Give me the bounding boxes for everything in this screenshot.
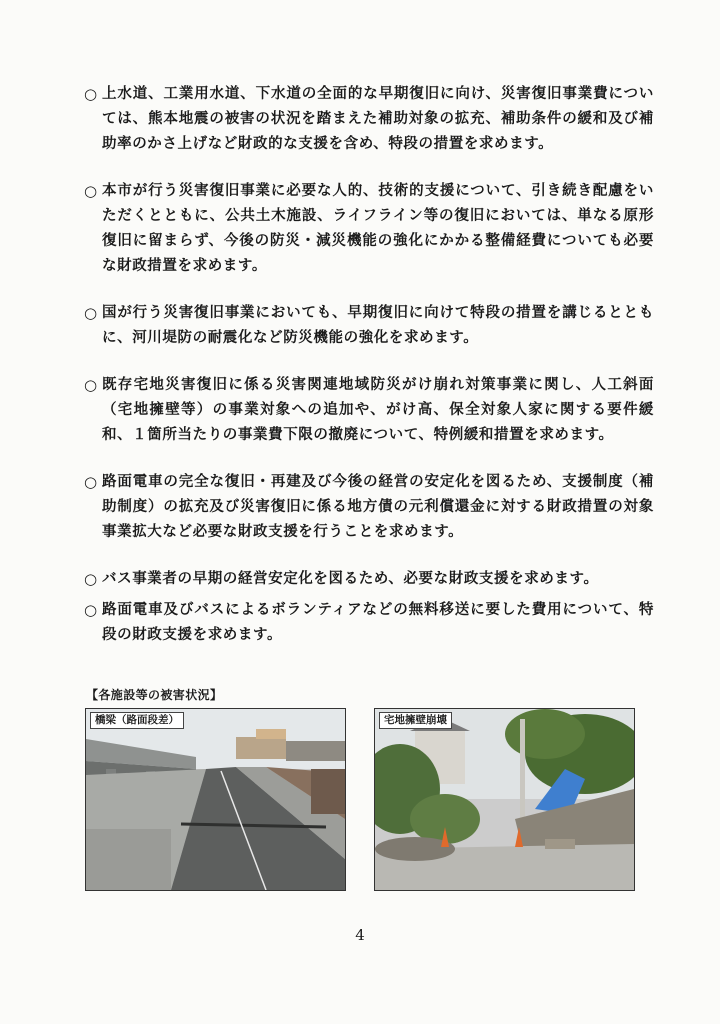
photo-caption: 橋梁（路面段差）: [90, 712, 184, 729]
retaining-wall-image: [375, 709, 634, 890]
bridge-damage-photo: [85, 708, 346, 891]
request-item: [84, 82, 654, 157]
request-text: 本市が行う災害復旧事業に必要な人的、技術的支援について、引き続き配慮をいただくとともに、公共土木施設、ライフライン等の復旧においては、単なる原形復旧に留まらず、今後の防災・減災機能の強化にかかる整備経費についても必要な財政措置を求めます。: [102, 183, 654, 274]
request-text: 路面電車の完全な復旧・再建及び今後の経営の安定化を図るため、支援制度（補助制度）の拡充及び災害復旧に係る地方債の元利償還金に対する財政措置の対象事業拡大など必要な財政支援を行うことを求めます。: [102, 474, 654, 540]
request-item: [84, 301, 654, 351]
request-text: 既存宅地災害復旧に係る災害関連地域防災がけ崩れ対策事業に関し、人工斜面（宅地擁壁等）の事業対象への追加や、がけ高、保全対象人家に関する要件緩和、１箇所当たりの事業費下限の撤廃について、特例緩和措置を求めます。: [102, 377, 654, 443]
request-text: 上水道、工業用水道、下水道の全面的な早期復旧に向け、災害復旧事業費については、熊本地震の被害の状況を踏まえた補助対象の拡充、補助条件の緩和及び補助率のかさ上げなど財政的な支援を含め、特段の措置を求めます。: [102, 86, 654, 152]
page-number: 4: [355, 926, 365, 944]
request-list: [84, 82, 654, 670]
request-text: バス事業者の早期の経営安定化を図るため、必要な財政支援を求めます。: [102, 571, 599, 587]
request-text: 路面電車及びバスによるボランティアなどの無料移送に要した費用について、特段の財政支援を求めます。: [102, 602, 654, 643]
bridge-road-image: [86, 709, 345, 890]
request-item: [84, 470, 654, 545]
request-item: [84, 598, 654, 648]
circle-bullet: ○: [84, 85, 98, 103]
photo-caption: 宅地擁壁崩壊: [379, 712, 452, 729]
circle-bullet: ○: [84, 473, 98, 491]
request-item: [84, 567, 654, 592]
retaining-wall-photo: [374, 708, 635, 891]
circle-bullet: ○: [84, 376, 98, 394]
circle-bullet: ○: [84, 182, 98, 200]
section-label: 【各施設等の被害状況】: [86, 688, 223, 702]
circle-bullet: ○: [84, 601, 98, 619]
request-item: [84, 179, 654, 279]
circle-bullet: ○: [84, 304, 98, 322]
circle-bullet: ○: [84, 570, 98, 588]
request-item: [84, 373, 654, 448]
request-text: 国が行う災害復旧事業においても、早期復旧に向けて特段の措置を講じるとともに、河川堤防の耐震化など防災機能の強化を求めます。: [102, 305, 654, 346]
